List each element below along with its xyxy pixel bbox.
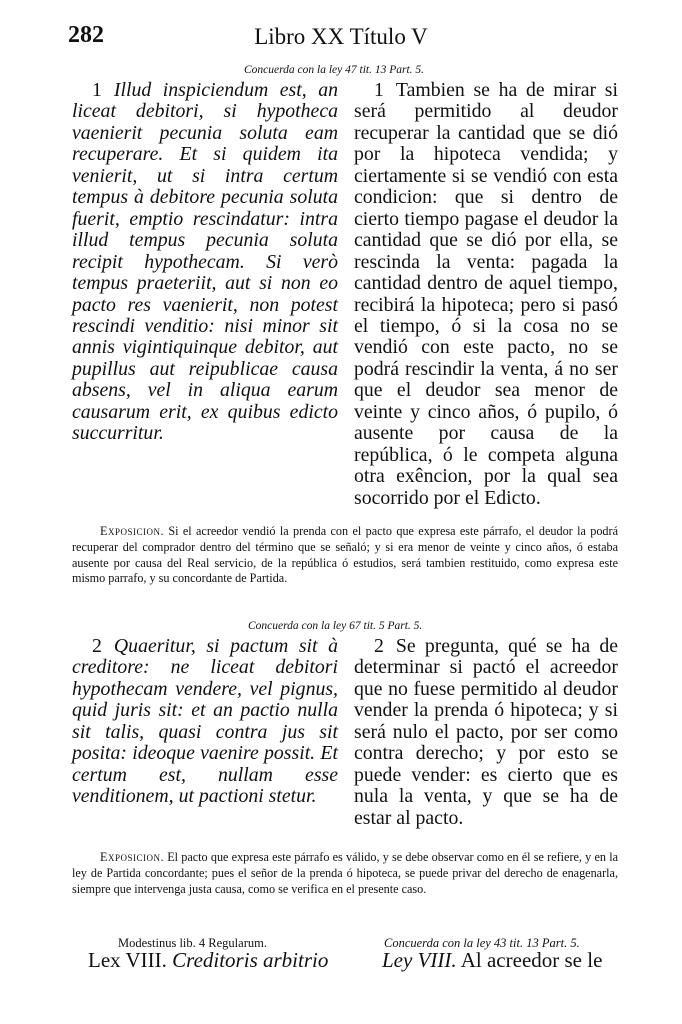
latin-text: Illud inspiciendum est, an liceat debitori, si hypotheca vaenierit pecunia soluta eam recuperare. Et si quidem ita venierit, ut si intra certum tempus à debitore pecunia soluta fuerit, emptio rescindatur: intra illud tempus pecunia soluta recipit hypothecam. Si verò tempus praeteriit, aut si non eo pacto res vaenierit, non potest rescindi venditio: nisi minor sit annis vigintiquinque debitor, aut pupillus aut reipublicae causa absens, vel in aliqua earum causarum erit, ex quibus edicto succurritur. xyxy=(72,79,338,445)
spanish-concordance: Concuerda con la ley 43 tit. 13 Part. 5. xyxy=(384,936,580,950)
paragraph-number: 1 xyxy=(374,79,384,101)
spanish-paragraph-2 xyxy=(354,636,618,829)
paragraph-number: 2 xyxy=(374,635,384,657)
latin-paragraph-1 xyxy=(72,80,338,445)
exposicion-2 xyxy=(72,850,618,897)
concordance-note-1: Concuerda con la ley 47 tit. 13 Part. 5. xyxy=(244,64,425,76)
latin-paragraph-2 xyxy=(72,636,338,808)
spanish-text: Se pregunta, qué se ha de determinar si pactó el acreedor que no fuese permitido al deudor vender la prenda ó hipoteca; y si será nulo el pacto, por ser como contra derecho; y por esto se puede vender: es cierto que es nula la venta, y que se ha de estar al pacto. xyxy=(354,635,618,829)
spanish-paragraph-1 xyxy=(354,80,618,509)
exposicion-text: Si el acreedor vendió la prenda con el pacto que expresa este párrafo, el deudor la podrá recuperar del comprador dentro del término que se señaló; y si era menor de veinte y cinco años, ó estaba ausente por causa del Real servicio, de la república ó estudios, será tambien restituido, como expresa este mismo parrafo, y su concordante de Partida. xyxy=(72,524,618,586)
concordance-note-2: Concuerda con la ley 67 tit. 5 Part. 5. xyxy=(248,620,423,632)
paragraph-number: 1 xyxy=(92,79,102,101)
latin-text: Quaeritur, si pactum sit à creditore: ne liceat debitori hypothecam vendere, vel pignus, quid juris sit: et an pactio nulla sit talis, quasi contra jus sit posita: ideoque vaenire possit. Et certum est, nullam esse venditionem, ut pactioni stetur. xyxy=(72,635,338,808)
exposicion-label: Exposicion. xyxy=(100,524,164,538)
exposicion-1 xyxy=(72,524,618,587)
exposicion-label: Exposicion. xyxy=(100,850,164,864)
latin-attribution: Modestinus lib. 4 Regularum. xyxy=(118,936,267,950)
running-title: Libro XX Título V xyxy=(254,24,428,49)
lex-number: Lex VIII. xyxy=(88,948,167,972)
ley-number: Ley VIII. xyxy=(382,948,457,972)
latin-lex-heading xyxy=(88,948,328,973)
exposicion-text: El pacto que expresa este párrafo es válido, y se debe observar como en él se refiere, y en la ley de Partida concordante; pues el señor de la prenda ó hipoteca, se puede privar del derecho de enagenarla, siempre que intervenga justa causa, como se verifica en el presente caso. xyxy=(72,850,618,896)
ley-start-text: Al acreedor se le xyxy=(460,948,603,972)
lex-start-text: Creditoris arbitrio xyxy=(172,948,329,972)
spanish-ley-heading xyxy=(382,948,602,973)
paragraph-number: 2 xyxy=(92,635,102,657)
spanish-text: Tambien se ha de mirar si será permitido al deudor recuperar la cantidad que se dió por la hipoteca vendida; y ciertamente si se vendió con esta condicion: que si dentro de cierto tiempo pagase el deudor la cantidad que se dió por ella, se rescinda la venta: pagada la cantidad dentro de aquel tiempo, recibirá la hipoteca; pero si pasó el tiempo, ó si la cosa no se vendió con este pacto, no se podrá rescindir la venta, á no ser que el deudor sea menor de veinte y cinco años, ó pupilo, ó ausente por causa de la república, ó le competa alguna otra exêncion, por la qual sea socorrido por el Edicto. xyxy=(354,79,618,509)
page-number: 282 xyxy=(68,22,104,48)
